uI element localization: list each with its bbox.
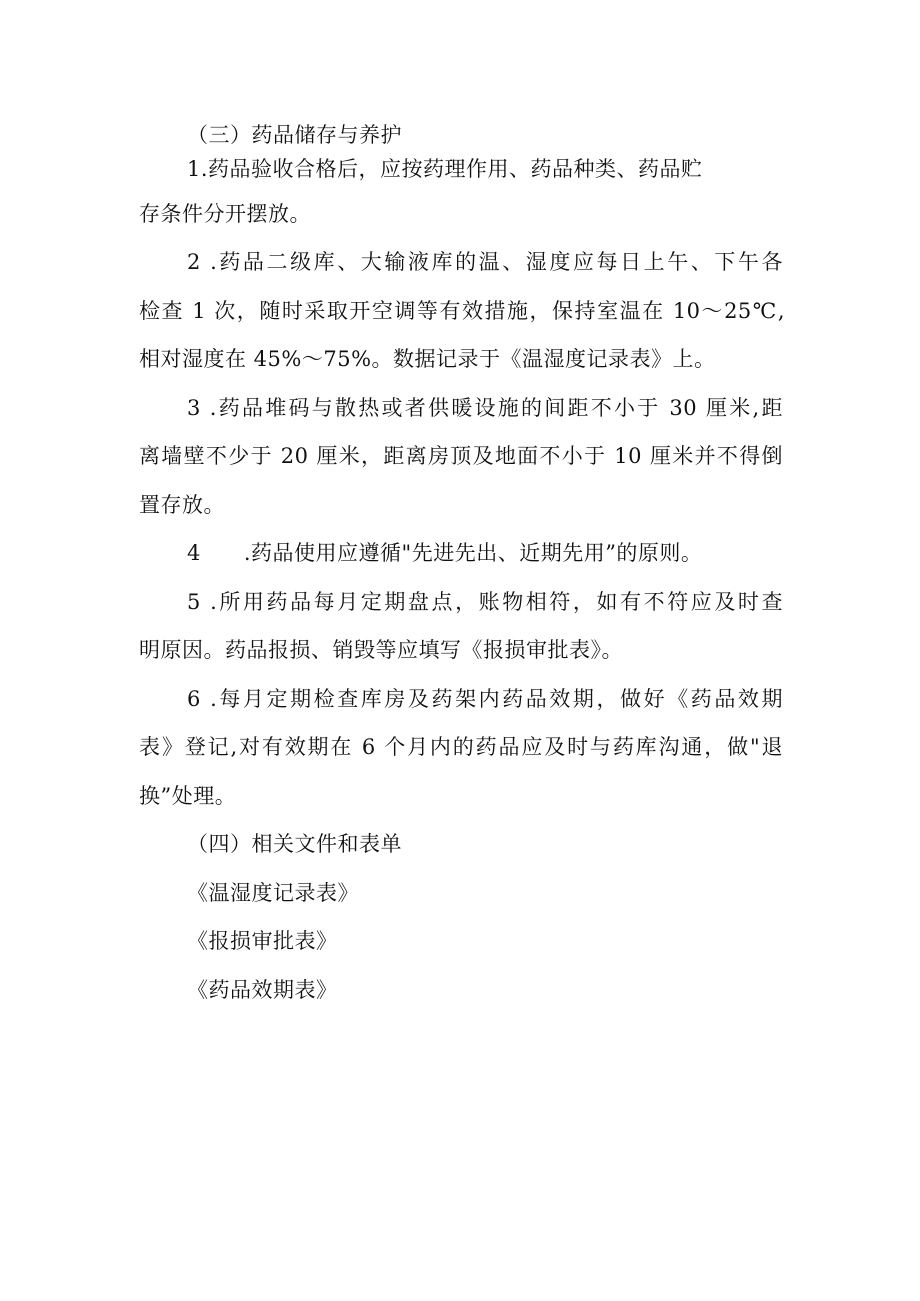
item-2-line-3: 相对湿度在 45%～75%。数据记录于《温湿度记录表》上。: [139, 347, 716, 371]
item-6-line-3: 换”处理。: [139, 784, 237, 808]
item-5-line-2: 明原因。药品报损、销毁等应填写《报损审批表》。: [139, 638, 623, 662]
item-3-line-2: 离墙壁不少于 20 厘米，距离房顶及地面不小于 10 厘米并不得倒: [139, 444, 783, 468]
item-3-line-1: 3 .药品堆码与散热或者供暖设施的间距不小于 30 厘米,距: [187, 396, 783, 420]
item-2-line-2: 检查 1 次，随时采取开空调等有效措施，保持室温在 10～25℃,: [139, 299, 785, 323]
form-temperature-humidity-record: 《温湿度记录表》: [187, 881, 359, 905]
form-drug-expiry: 《药品效期表》: [187, 978, 338, 1002]
item-2-line-1: 2 .药品二级库、大输液库的温、湿度应每日上午、下午各: [187, 250, 783, 274]
form-loss-report-approval: 《报损审批表》: [187, 929, 338, 953]
section-4-heading: （四）相关文件和表单: [187, 832, 402, 856]
item-1-line-2: 存条件分开摆放。: [139, 202, 311, 226]
item-6-line-1: 6 .每月定期检查库房及药架内药品效期，做好《药品效期: [187, 687, 783, 711]
item-4-line-1: 4 .药品使用应遵循"先进先出、近期先用”的原则。: [187, 541, 703, 565]
section-3-heading: （三）药品储存与养护: [187, 123, 402, 147]
item-5-line-1: 5 .所用药品每月定期盘点，账物相符，如有不符应及时查: [187, 590, 783, 614]
item-6-line-2: 表》登记,对有效期在 6 个月内的药品应及时与药库沟通，做"退: [139, 735, 783, 759]
item-3-line-3: 置存放。: [139, 493, 225, 517]
item-1-line-1: 1.药品验收合格后，应按药理作用、药品种类、药品贮: [187, 157, 703, 181]
